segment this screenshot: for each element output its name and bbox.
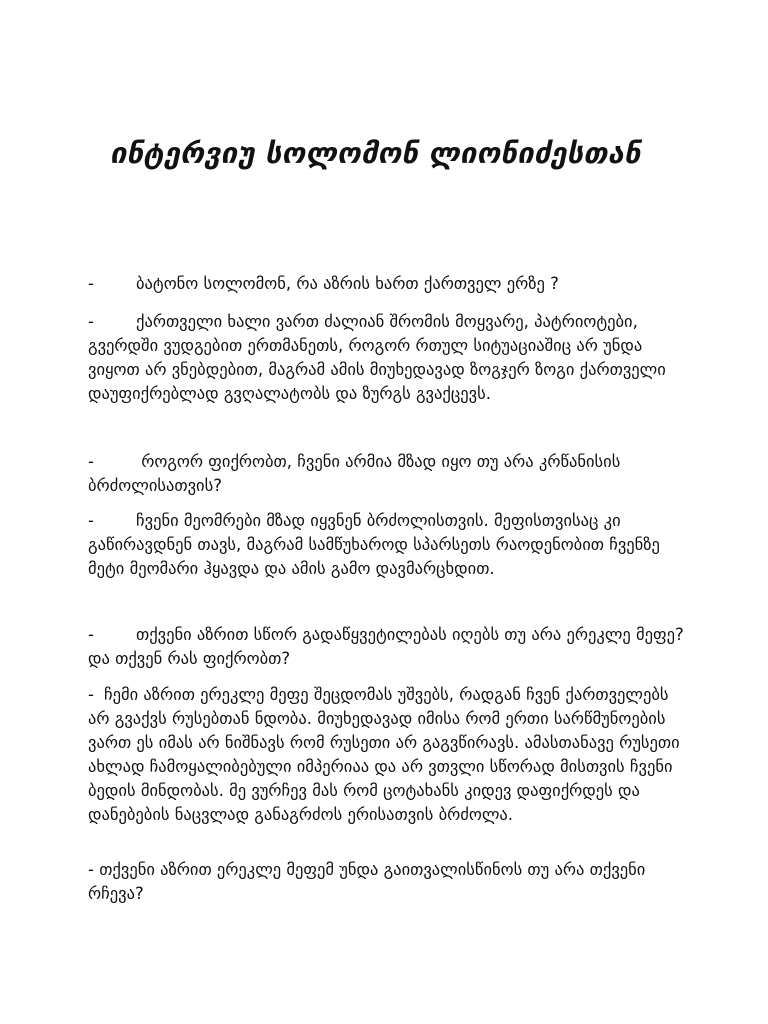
dash-marker: -: [88, 312, 94, 331]
dash-marker: -: [88, 274, 94, 293]
paragraph-text: ქართველი ხალი ვართ ძალიან შრომის მოყვარე, პატრიოტები, გვერდში ვუდგებით ერთმანეთს, როგორ რთულ სიტუაციაშიც არ უნდა ვიყოთ არ ვნებდებით, მაგრამ ამის მიუხედავად ზოგჯერ ზოგი ქართველი დაუფიქრებლად გვღალატობს და ზურგს გვაქცევს.: [88, 312, 666, 403]
answer-3: [88, 683, 688, 827]
dash-marker: -: [88, 860, 94, 879]
paragraph-text: ჩვენი მეომრები მზად იყვნენ ბრძოლისთვის. მეფისთვისაც კი გაწირავდნენ თავს, მაგრამ სამწუხაროდ სპარსეთს რაოდენობით ჩვენზე მეტი მეომარი ჰყავდა და ამის გამო დავმარცხდით.: [88, 511, 660, 578]
question-3: [88, 623, 688, 671]
paragraph-text: თქვენი აზრით ერეკლე მეფემ უნდა გაითვალისწინოს თუ არა თქვენი რჩევა?: [88, 860, 646, 903]
paragraph-text: ჩემი აზრით ერეკლე მეფე შეცდომას უშვებს, რადგან ჩვენ ქართველებს არ გვაქვს რუსებთან ნდობა. მიუხედავად იმისა რომ ერთი სარწმუნოების ვართ ეს იმას არ ნიშნავს რომ რუსეთი არ გაგვწირავს. ამასთანავე რუსეთი ახლად ჩამოყალიბებული იმპერიაა და არ ვთვლი სწორად მისთვის ჩვენი ბედის მინდობას. მე ვურჩევ მას რომ ცოტახანს კიდევ დაფიქრდეს და დანებების ნაცვლად განაგრძოს ერისათვის ბრძოლა.: [88, 685, 680, 824]
question-1: [88, 272, 688, 296]
question-4: [88, 858, 688, 906]
answer-2: [88, 509, 688, 581]
dash-marker: -: [88, 452, 94, 471]
answer-1: [88, 310, 688, 406]
document-title: ინტერვიუ სოლომონ ლიონიძესთან: [110, 136, 641, 170]
question-2: [88, 450, 688, 498]
paragraph-text: როგორ ფიქრობთ, ჩვენი არმია მზად იყო თუ არა კრწანისის ბრძოლისათვის?: [88, 452, 621, 495]
paragraph-text: ბატონო სოლომონ, რა აზრის ხართ ქართველ ერზე ?: [136, 274, 559, 293]
dash-marker: -: [88, 685, 94, 704]
dash-marker: -: [88, 625, 94, 644]
dash-marker: -: [88, 511, 94, 530]
paragraph-text: თქვენი აზრით სწორ გადაწყვეტილებას იღებს თუ არა ერეკლე მეფე? და თქვენ რას ფიქრობთ?: [88, 625, 684, 668]
